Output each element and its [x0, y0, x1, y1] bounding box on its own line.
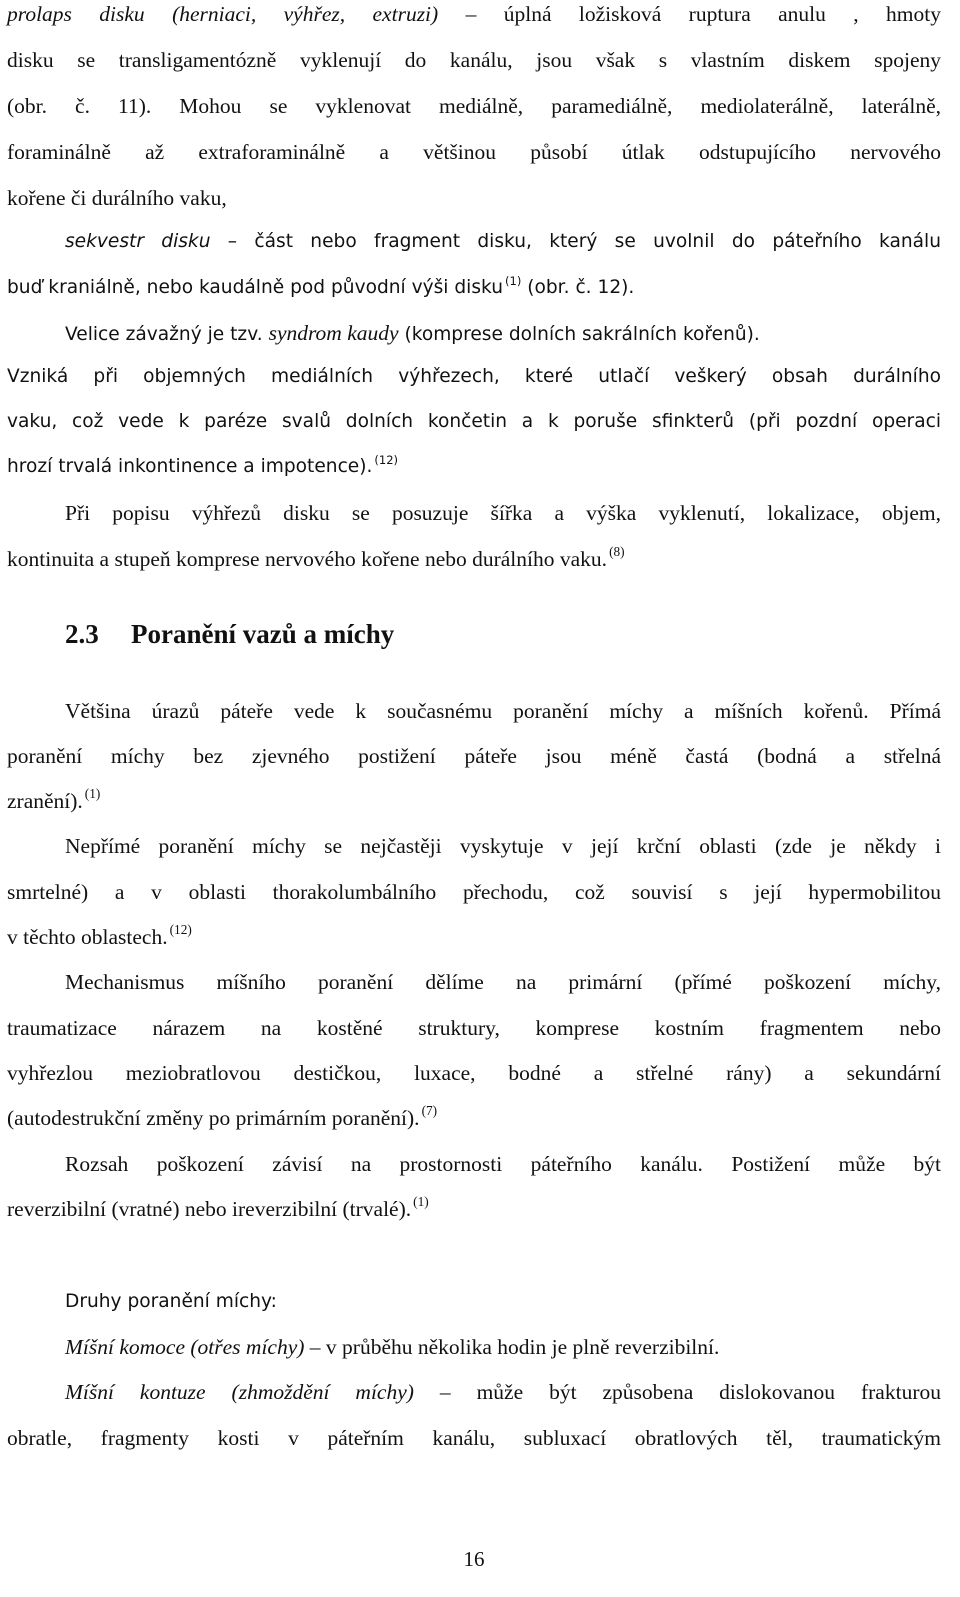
section-title: Poranění vazů a míchy [131, 619, 395, 649]
text-line: Vzniká při objemných mediálních výhřezech, které utlačí veškerý obsah durálního [7, 366, 941, 387]
text-line [65, 1382, 941, 1404]
text-line: kořene či durálního vaku, [7, 186, 227, 210]
citation: (7) [421, 1103, 438, 1119]
citation: (1) [413, 1194, 429, 1210]
text-line: vaku, což vede k paréze svalů dolních končetin a k poruše sfinkterů (při pozdní operaci [7, 411, 941, 432]
text-line [7, 1194, 941, 1221]
text-span: – může být způsobena dislokovanou frakturou [413, 1380, 941, 1404]
term-misni-komoce: Míšní komoce (otřes míchy) [65, 1335, 305, 1359]
text-line [7, 922, 941, 949]
text-line [7, 544, 941, 571]
text-span: hrozí trvalá inkontinence a impotence). [7, 456, 373, 477]
text-line: Mechanismus míšního poranění dělíme na primární (přímé poškození míchy, [65, 970, 941, 994]
text-line: (obr. č. 11). Mohou se vyklenovat mediálně, paramediálně, mediolaterálně, laterálně, [7, 94, 941, 118]
text-line [7, 786, 941, 813]
text-line: traumatizace nárazem na kostěné struktury, komprese kostním fragmentem nebo [7, 1016, 941, 1040]
text-line [7, 273, 941, 298]
text-line [65, 1337, 941, 1359]
text-span: (autodestrukční změny po primárním poranění). [7, 1106, 420, 1130]
term-misni-kontuze: Míšní kontuze (zhmoždění míchy) [65, 1380, 414, 1404]
document-page [7, 0, 941, 1597]
text-span: kontinuita a stupeň komprese nervového kořene nebo durálního vaku. [7, 547, 608, 571]
text-line: obratle, fragmenty kosti v páteřním kanálu, subluxací obratlových těl, traumatickým [7, 1426, 941, 1450]
text-span: buď kraniálně, nebo kaudálně pod původní výši disku [7, 277, 504, 298]
text-span: – úplná ložisková ruptura anulu , hmoty [438, 2, 942, 26]
text-span: v těchto oblastech. [7, 925, 168, 949]
text-line: Při popisu výhřezů disku se posuzuje šířka a výška vyklenutí, lokalizace, objem, [65, 501, 941, 525]
citation: (12) [169, 922, 192, 938]
text-span: zranění). [7, 789, 83, 813]
citation: (1) [505, 273, 522, 288]
section-heading [65, 621, 394, 648]
text-span: reverzibilní (vratné) nebo ireverzibilní (trvalé). [7, 1197, 412, 1221]
text-line: Druhy poranění míchy: [65, 1291, 277, 1312]
citation: (12) [374, 452, 399, 467]
text-line: Většina úrazů páteře vede k současnému poranění míchy a míšních kořenů. Přímá [65, 699, 941, 723]
term-prolaps: prolaps disku (herniaci, výhřez, extruzi) [7, 2, 439, 26]
text-span: Velice závažný je tzv. [65, 324, 269, 345]
page-number: 16 [463, 1547, 485, 1571]
text-line [7, 1103, 941, 1130]
text-span: (obr. č. 12). [521, 277, 635, 298]
text-line [7, 4, 941, 26]
text-span: – v průběhu několika hodin je plně reverzibilní. [304, 1335, 720, 1359]
text-line [65, 233, 941, 252]
text-line: Rozsah poškození závisí na prostornosti páteřního kanálu. Postižení může být [65, 1152, 941, 1176]
text-line: foraminálně až extraforaminálně a většinou působí útlak odstupujícího nervového [7, 140, 941, 164]
text-span: – část nebo fragment disku, který se uvolnil do páteřního kanálu [210, 231, 941, 252]
text-line: Nepřímé poranění míchy se nejčastěji vyskytuje v její krční oblasti (zde je někdy i [65, 834, 941, 858]
text-line: vyhřezlou meziobratlovou destičkou, luxace, bodné a střelné rány) a sekundární [7, 1061, 941, 1085]
text-line: smrtelné) a v oblasti thorakolumbálního přechodu, což souvisí s její hypermobilitou [7, 880, 941, 904]
text-line: disku se transligamentózně vyklenují do kanálu, jsou však s vlastním diskem spojeny [7, 48, 941, 72]
term-sekvestr: sekvestr disku [65, 231, 211, 252]
text-span: (komprese dolních sakrálních kořenů). [398, 324, 760, 345]
text-line: poranění míchy bez zjevného postižení páteře jsou méně častá (bodná a střelná [7, 744, 941, 768]
section-number: 2.3 [65, 619, 99, 649]
text-line [7, 452, 941, 477]
term-syndrom-kaudy: syndrom kaudy [268, 321, 399, 345]
text-line [65, 323, 941, 345]
citation: (8) [609, 544, 625, 560]
citation: (1) [84, 786, 101, 802]
